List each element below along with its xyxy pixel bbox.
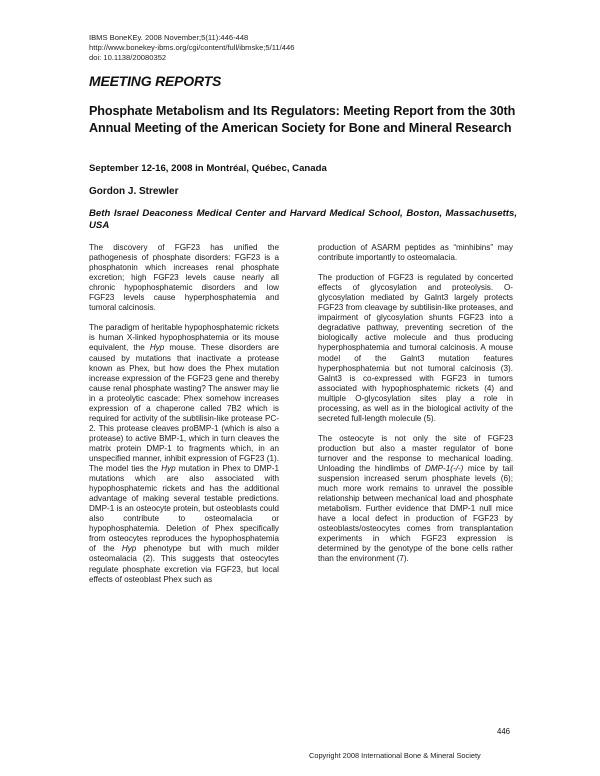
paragraph: production of ASARM peptides as “minhibins” may contribute importantly to osteomalacia. xyxy=(318,243,513,263)
paragraph: The production of FGF23 is regulated by concerted effects of glycosylation and proteolysis. O-glycosylation mediated by Galnt3 largely protects FGF23 from cleavage by subtilisin-like proteases, and impairment of glycosylation shunts FGF23 into a degradative pathway, preventing secretion of the biologically active molecule and thus producing hyperphosphatemia and tumoral calcinosis. A mouse model of the Galnt3 mutation features hyperphosphatemia but not tumoral calcinosis (3). Galnt3 is co-expressed with FGF23 in tumors associated with hypophosphatemic rickets (4) and multiple O-glycosylation sites play a role in processing, as well as in the biological activity of the secreted full-length molecule (5). xyxy=(318,273,513,423)
paragraph-text: The osteocyte is not only the site of FGF23 production but also a master regulator of bone turnover and the response to mechanical loading. Unloading the hindlimbs of xyxy=(318,433,513,474)
author-affiliation: Beth Israel Deaconess Medical Center and Harvard Medical School, Boston, Massachusetts, USA xyxy=(89,208,517,231)
article-doi: doi: 10.1138/20080352 xyxy=(89,53,167,62)
journal-citation: IBMS BoneKEy. 2008 November;5(11):446-448 xyxy=(89,33,249,42)
paragraph-text: mouse. These disorders are caused by mutations that inactivate a protease known as Phex, but how does the Phex mutation increase expression of the FGF23 gene and thereby cause renal phosphate wasting? The answer may lie in a proteolytic cascade: Phex somehow increases expression of a chaperone called 7B2 which is required for activity of the subtilisin-like protease PC-2. This protease cleaves proBMP-1 (which is also a protease) to active BMP-1, which in turn cleaves the matrix protein DMP-1 to fragments which, in an unspecified manner, inhibit expression of FGF23 (1). The model ties the xyxy=(89,343,279,474)
paragraph-text: mutation in Phex to DMP-1 mutations which are also associated with hypophosphatemic rickets and has the additional advantage of making several testable predictions. DMP-1 is an osteocyte protein, but osteoblasts could also contribute to osteomalacia or hypophosphatemia. Deletion of Phex specifically from osteocytes reproduces the hypophosphatemia of the xyxy=(89,464,279,554)
paragraph: The discovery of FGF23 has unified the pathogenesis of phosphate disorders: FGF23 is a phosphatonin which increases renal phosphate excretion; high FGF23 levels cause nearly all chronic hypophosphatemic disorders and low FGF23 levels cause hyperphosphatemia and tumoral calcinosis. xyxy=(89,243,279,313)
italic-term: Hyp xyxy=(161,464,176,474)
copyright-notice: Copyright 2008 International Bone & Mineral Society xyxy=(309,751,481,760)
article-url[interactable]: http://www.bonekey-ibms.org/cgi/content/full/ibmske;5/11/446 xyxy=(89,43,295,52)
paragraph-text: The paradigm of heritable hypophosphatemic rickets is human X-linked hypophosphatemia or its mouse equivalent, the xyxy=(89,323,279,353)
journal-header xyxy=(89,33,294,63)
left-column xyxy=(89,243,279,595)
paragraph xyxy=(318,434,513,565)
paragraph-text: phenotype but with much milder osteomalacia (2). This suggests that osteocytes regulate phosphate excretion via FGF23, but local effects of osteoblast Phex such as xyxy=(89,544,279,584)
right-column xyxy=(318,243,513,575)
italic-term: Hyp xyxy=(149,343,165,353)
italic-term: Hyp xyxy=(121,544,137,554)
italic-term: DMP-1(-/-) xyxy=(425,464,464,474)
meeting-info: September 12-16, 2008 in Montréal, Québec, Canada xyxy=(89,163,327,174)
paragraph-text: mice by tail suspension increased serum phosphate levels (6); much more work remains to unravel the possible relationship between mechanical load and phosphate metabolism. Further evidence that DMP-1 null mice have a local defect in production of FGF23 by osteoblasts/osteocytes comes from transplantation experiments in which FGF23 expression is determined by the genotype of the bone cells rather than the environment (7). xyxy=(318,464,513,564)
section-label: MEETING REPORTS xyxy=(89,73,222,89)
author-name: Gordon J. Strewler xyxy=(89,186,179,197)
article-title: Phosphate Metabolism and Its Regulators: Meeting Report from the 30th Annual Meeting of the American Society for Bone and Mineral Research xyxy=(89,104,516,135)
paragraph xyxy=(89,323,279,584)
page-number: 446 xyxy=(497,727,511,736)
